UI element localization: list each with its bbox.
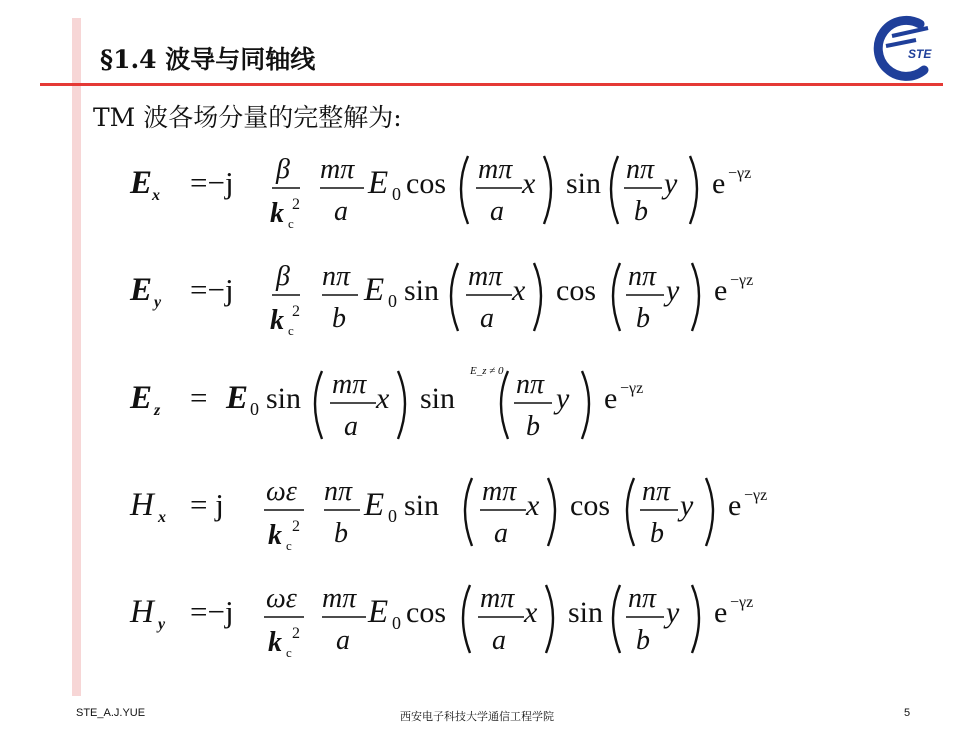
svg-text:E: E [226, 380, 249, 416]
svg-text:b: b [636, 303, 650, 334]
svg-text:mπ: mπ [320, 154, 355, 185]
svg-text:mπ: mπ [322, 583, 357, 614]
svg-text:=−j: =−j [190, 165, 234, 200]
svg-text:nπ: nπ [322, 261, 351, 292]
ste-logo-icon [862, 12, 942, 82]
svg-text:e: e [712, 167, 726, 200]
svg-text:E: E [130, 272, 153, 308]
equation-ey [129, 261, 753, 338]
svg-text:nπ: nπ [628, 583, 657, 614]
svg-text:= j: = j [190, 487, 224, 522]
svg-text:y: y [556, 382, 570, 415]
svg-text:nπ: nπ [626, 154, 655, 185]
svg-text:x: x [158, 509, 166, 526]
svg-text:x: x [522, 167, 536, 200]
svg-text:k: k [270, 198, 284, 229]
svg-text:0: 0 [388, 506, 397, 526]
svg-text:E: E [364, 487, 385, 523]
svg-text:e: e [604, 382, 618, 415]
svg-text:k: k [270, 305, 284, 336]
svg-text:a: a [490, 196, 504, 227]
svg-text:a: a [494, 518, 508, 549]
svg-text:c: c [288, 323, 294, 338]
title-divider [40, 83, 943, 86]
svg-text:=−j: =−j [190, 594, 234, 629]
svg-text:sin: sin [420, 382, 456, 415]
svg-text:a: a [344, 411, 358, 442]
svg-text:k: k [268, 627, 282, 658]
svg-text:e: e [714, 596, 728, 629]
svg-text:c: c [286, 645, 292, 660]
svg-text:y: y [158, 616, 166, 633]
ez-nonzero-annotation: E_z ≠ 0 [470, 365, 504, 377]
equation-hx [129, 476, 767, 553]
svg-text:mπ: mπ [480, 583, 515, 614]
svg-text:cos: cos [570, 489, 610, 522]
svg-text:nπ: nπ [642, 476, 671, 507]
svg-text:mπ: mπ [482, 476, 517, 507]
svg-text:sin: sin [266, 382, 302, 415]
svg-text:x: x [376, 382, 390, 415]
svg-text:β: β [276, 261, 290, 292]
svg-text:E: E [364, 272, 385, 308]
svg-text:=: = [190, 380, 208, 415]
svg-text:0: 0 [392, 184, 401, 204]
svg-text:E: E [368, 594, 389, 630]
slide-title: §1.4 波导与同轴线 [100, 45, 316, 74]
svg-text:a: a [480, 303, 494, 334]
svg-text:H: H [130, 594, 154, 630]
svg-text:y: y [680, 489, 694, 522]
svg-text:E: E [368, 165, 389, 201]
svg-text:2: 2 [292, 518, 300, 535]
equation-ez [129, 365, 643, 442]
svg-text:cos: cos [406, 596, 446, 629]
svg-text:y: y [154, 294, 162, 311]
svg-text:a: a [492, 625, 506, 656]
svg-text:nπ: nπ [628, 261, 657, 292]
svg-text:x: x [526, 489, 540, 522]
svg-text:2: 2 [292, 196, 300, 213]
svg-text:mπ: mπ [332, 369, 367, 400]
svg-text:b: b [526, 411, 540, 442]
footer-author: STE_A.J.YUE [76, 707, 146, 719]
svg-text:β: β [276, 154, 290, 185]
svg-text:y: y [664, 167, 678, 200]
svg-text:ωε: ωε [266, 583, 297, 614]
svg-text:nπ: nπ [324, 476, 353, 507]
svg-text:2: 2 [292, 625, 300, 642]
svg-text:b: b [636, 625, 650, 656]
svg-text:nπ: nπ [516, 369, 545, 400]
svg-text:0: 0 [250, 399, 259, 419]
svg-text:e: e [728, 489, 742, 522]
svg-text:a: a [336, 625, 350, 656]
svg-text:c: c [286, 538, 292, 553]
svg-text:b: b [634, 196, 648, 227]
svg-text:b: b [334, 518, 348, 549]
svg-text:cos: cos [406, 167, 446, 200]
svg-text:−γz: −γz [730, 594, 754, 611]
svg-text:sin: sin [404, 274, 440, 307]
equation-block [124, 140, 964, 680]
left-accent-bar [72, 18, 81, 696]
svg-text:x: x [512, 274, 526, 307]
svg-text:−γz: −γz [728, 165, 752, 182]
svg-text:−γz: −γz [730, 272, 754, 289]
svg-text:sin: sin [566, 167, 602, 200]
svg-text:ωε: ωε [266, 476, 297, 507]
svg-text:H: H [130, 487, 154, 523]
svg-text:cos: cos [556, 274, 596, 307]
svg-text:sin: sin [404, 489, 440, 522]
svg-text:y: y [666, 596, 680, 629]
svg-text:0: 0 [392, 613, 401, 633]
svg-text:=−j: =−j [190, 272, 234, 307]
svg-text:sin: sin [568, 596, 604, 629]
svg-text:y: y [666, 274, 680, 307]
equation-ex [129, 154, 751, 231]
footer-institution: 西安电子科技大学通信工程学院 [400, 710, 554, 723]
svg-text:2: 2 [292, 303, 300, 320]
svg-text:z: z [154, 402, 161, 419]
svg-text:x: x [524, 596, 538, 629]
svg-text:0: 0 [388, 291, 397, 311]
svg-text:b: b [650, 518, 664, 549]
svg-text:mπ: mπ [478, 154, 513, 185]
svg-text:E: E [130, 165, 153, 201]
svg-text:−γz: −γz [620, 380, 644, 397]
svg-text:e: e [714, 274, 728, 307]
svg-text:mπ: mπ [468, 261, 503, 292]
svg-text:−γz: −γz [744, 487, 768, 504]
page-number: 5 [904, 707, 911, 719]
logo-text: STE [908, 47, 932, 61]
svg-text:x: x [152, 187, 160, 204]
svg-text:E: E [130, 380, 153, 416]
svg-text:c: c [288, 216, 294, 231]
intro-text: TM 波各场分量的完整解为: [93, 103, 402, 132]
equation-hy [129, 583, 753, 660]
svg-text:k: k [268, 520, 282, 551]
svg-text:b: b [332, 303, 346, 334]
svg-text:a: a [334, 196, 348, 227]
